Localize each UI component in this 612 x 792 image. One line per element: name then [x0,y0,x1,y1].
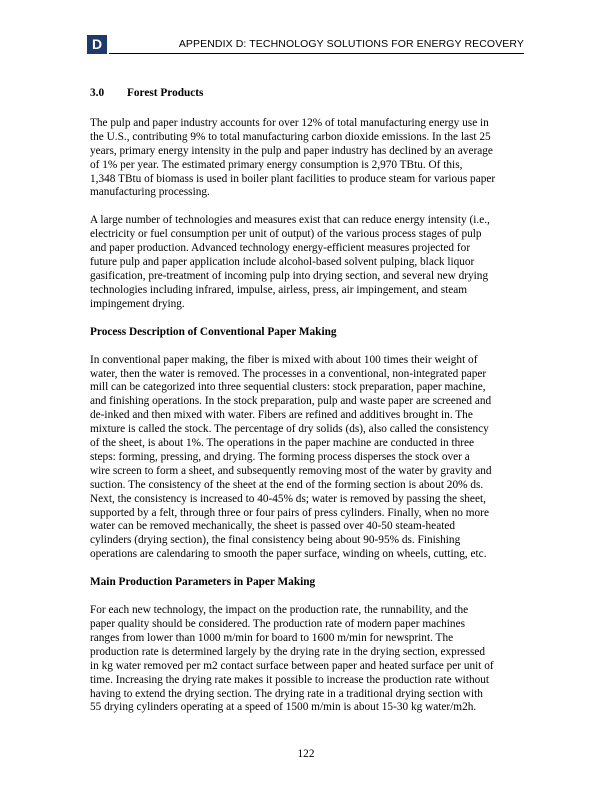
text-line: and paper production. Advanced technology energy-efficient measures projected for [90,242,471,255]
text-line: For each new technology, the impact on the production rate, the runnability, and the [90,604,469,617]
process-paragraph [90,354,522,563]
parameters-paragraph [90,604,522,715]
text-line: manufacturing processing. [90,186,210,199]
text-line: of 1% per year. The estimated primary energy consumption is 2,970 TBtu. Of this, [90,158,463,171]
text-line: 1,348 TBtu of biomass is used in boiler plant facilities to produce steam for various paper [90,172,496,185]
text-line: Next, the consistency is increased to 40-45% ds; water is removed by passing the sheet, [90,492,486,505]
subsection-heading-parameters: Main Production Parameters in Paper Making [90,576,316,589]
text-line: impingement drying. [90,297,185,310]
text-line: supported by a felt, through three or four pairs of press cylinders. Finally, when no more [90,506,489,519]
text-line: mixture is called the stock. The percentage of dry solids (ds), also called the consistency [90,423,489,436]
technologies-paragraph [90,214,522,311]
text-line: The pulp and paper industry accounts for over 12% of total manufacturing energy use in [90,116,489,129]
running-header-title: APPENDIX D: TECHNOLOGY SOLUTIONS FOR ENERGY RECOVERY [178,38,524,50]
text-line: of the sheet, is about 1%. The operations in the paper machine are conducted in three [90,437,475,450]
text-line: having to extend the drying section. The drying rate in a traditional drying section with [90,687,483,700]
text-line: future pulp and paper application include alcohol-based solvent pulping, black liquor [90,256,475,269]
page-header [87,34,524,56]
text-line: steps: forming, pressing, and drying. The forming process disperses the stock over a [90,450,470,463]
text-line: In conventional paper making, the fiber is mixed with about 100 times their weight of [90,353,478,366]
text-line: the U.S., contributing 9% to total manufacturing carbon dioxide emissions. In the last 25 [90,130,491,143]
appendix-badge: D [87,35,107,54]
page-number: 122 [297,748,315,760]
text-line: and finishing operations. In the stock preparation, pulp and waste paper are screened and [90,395,492,408]
text-line: mill can be categorized into three sequential clusters: stock preparation, paper machine, [90,381,486,394]
text-line: A large number of technologies and measures exist that can reduce energy intensity (i.e., [90,214,490,227]
text-line: paper quality should be considered. The production rate of modern paper machines [90,618,465,630]
text-line: de-inked and then mixed with water. Fibers are refined and additives brought in. The [90,409,473,422]
intro-paragraph [90,117,522,200]
text-line: water, then the water is removed. The processes in a conventional, non-integrated paper [90,367,487,380]
text-line: time. Increasing the drying rate makes it possible to increase the production rate without [90,673,490,686]
text-line: operations are calendaring to smooth the paper surface, winding on wheels, cutting, etc. [90,548,487,561]
text-line: production rate is determined largely by the drying rate in the drying section, expressed [90,645,486,658]
text-line: in kg water removed per m2 contact surface between paper and heated surface per unit of [90,659,494,672]
section-number: 3.0 [90,87,105,99]
subsection-heading-process: Process Description of Conventional Paper Making [90,325,337,338]
text-line: years, primary energy intensity in the pulp and paper industry has declined by an average [90,144,493,157]
text-line: wire screen to form a sheet, and subsequently removing most of the water by gravity and [90,464,492,477]
section-title: Forest Products [127,87,204,99]
text-line: gasification, pre-treatment of incoming pulp into drying section, and several new drying [90,269,489,282]
text-line: 55 drying cylinders operating at a speed of 1500 m/min is about 15-30 kg water/m2h. [90,701,477,714]
text-line: ranges from lower than 1000 m/min for board to 1600 m/min for newsprint. The [90,631,454,644]
text-line: technologies including infrared, impulse, airless, press, air impingement, and steam [90,283,468,296]
text-line: electricity or fuel consumption per unit of output) of the various process stages of pulp [90,228,482,241]
page-body [90,87,522,729]
text-line: water can be removed mechanically, the sheet is passed over 40-50 steam-heated [90,520,456,533]
text-line: suction. The consistency of the sheet at the end of the forming section is about 20% ds. [90,478,484,491]
section-heading [90,87,522,101]
text-line: cylinders (drying section), the final consistency being about 90-95% ds. Finishing [90,534,461,547]
header-rule [109,53,524,54]
